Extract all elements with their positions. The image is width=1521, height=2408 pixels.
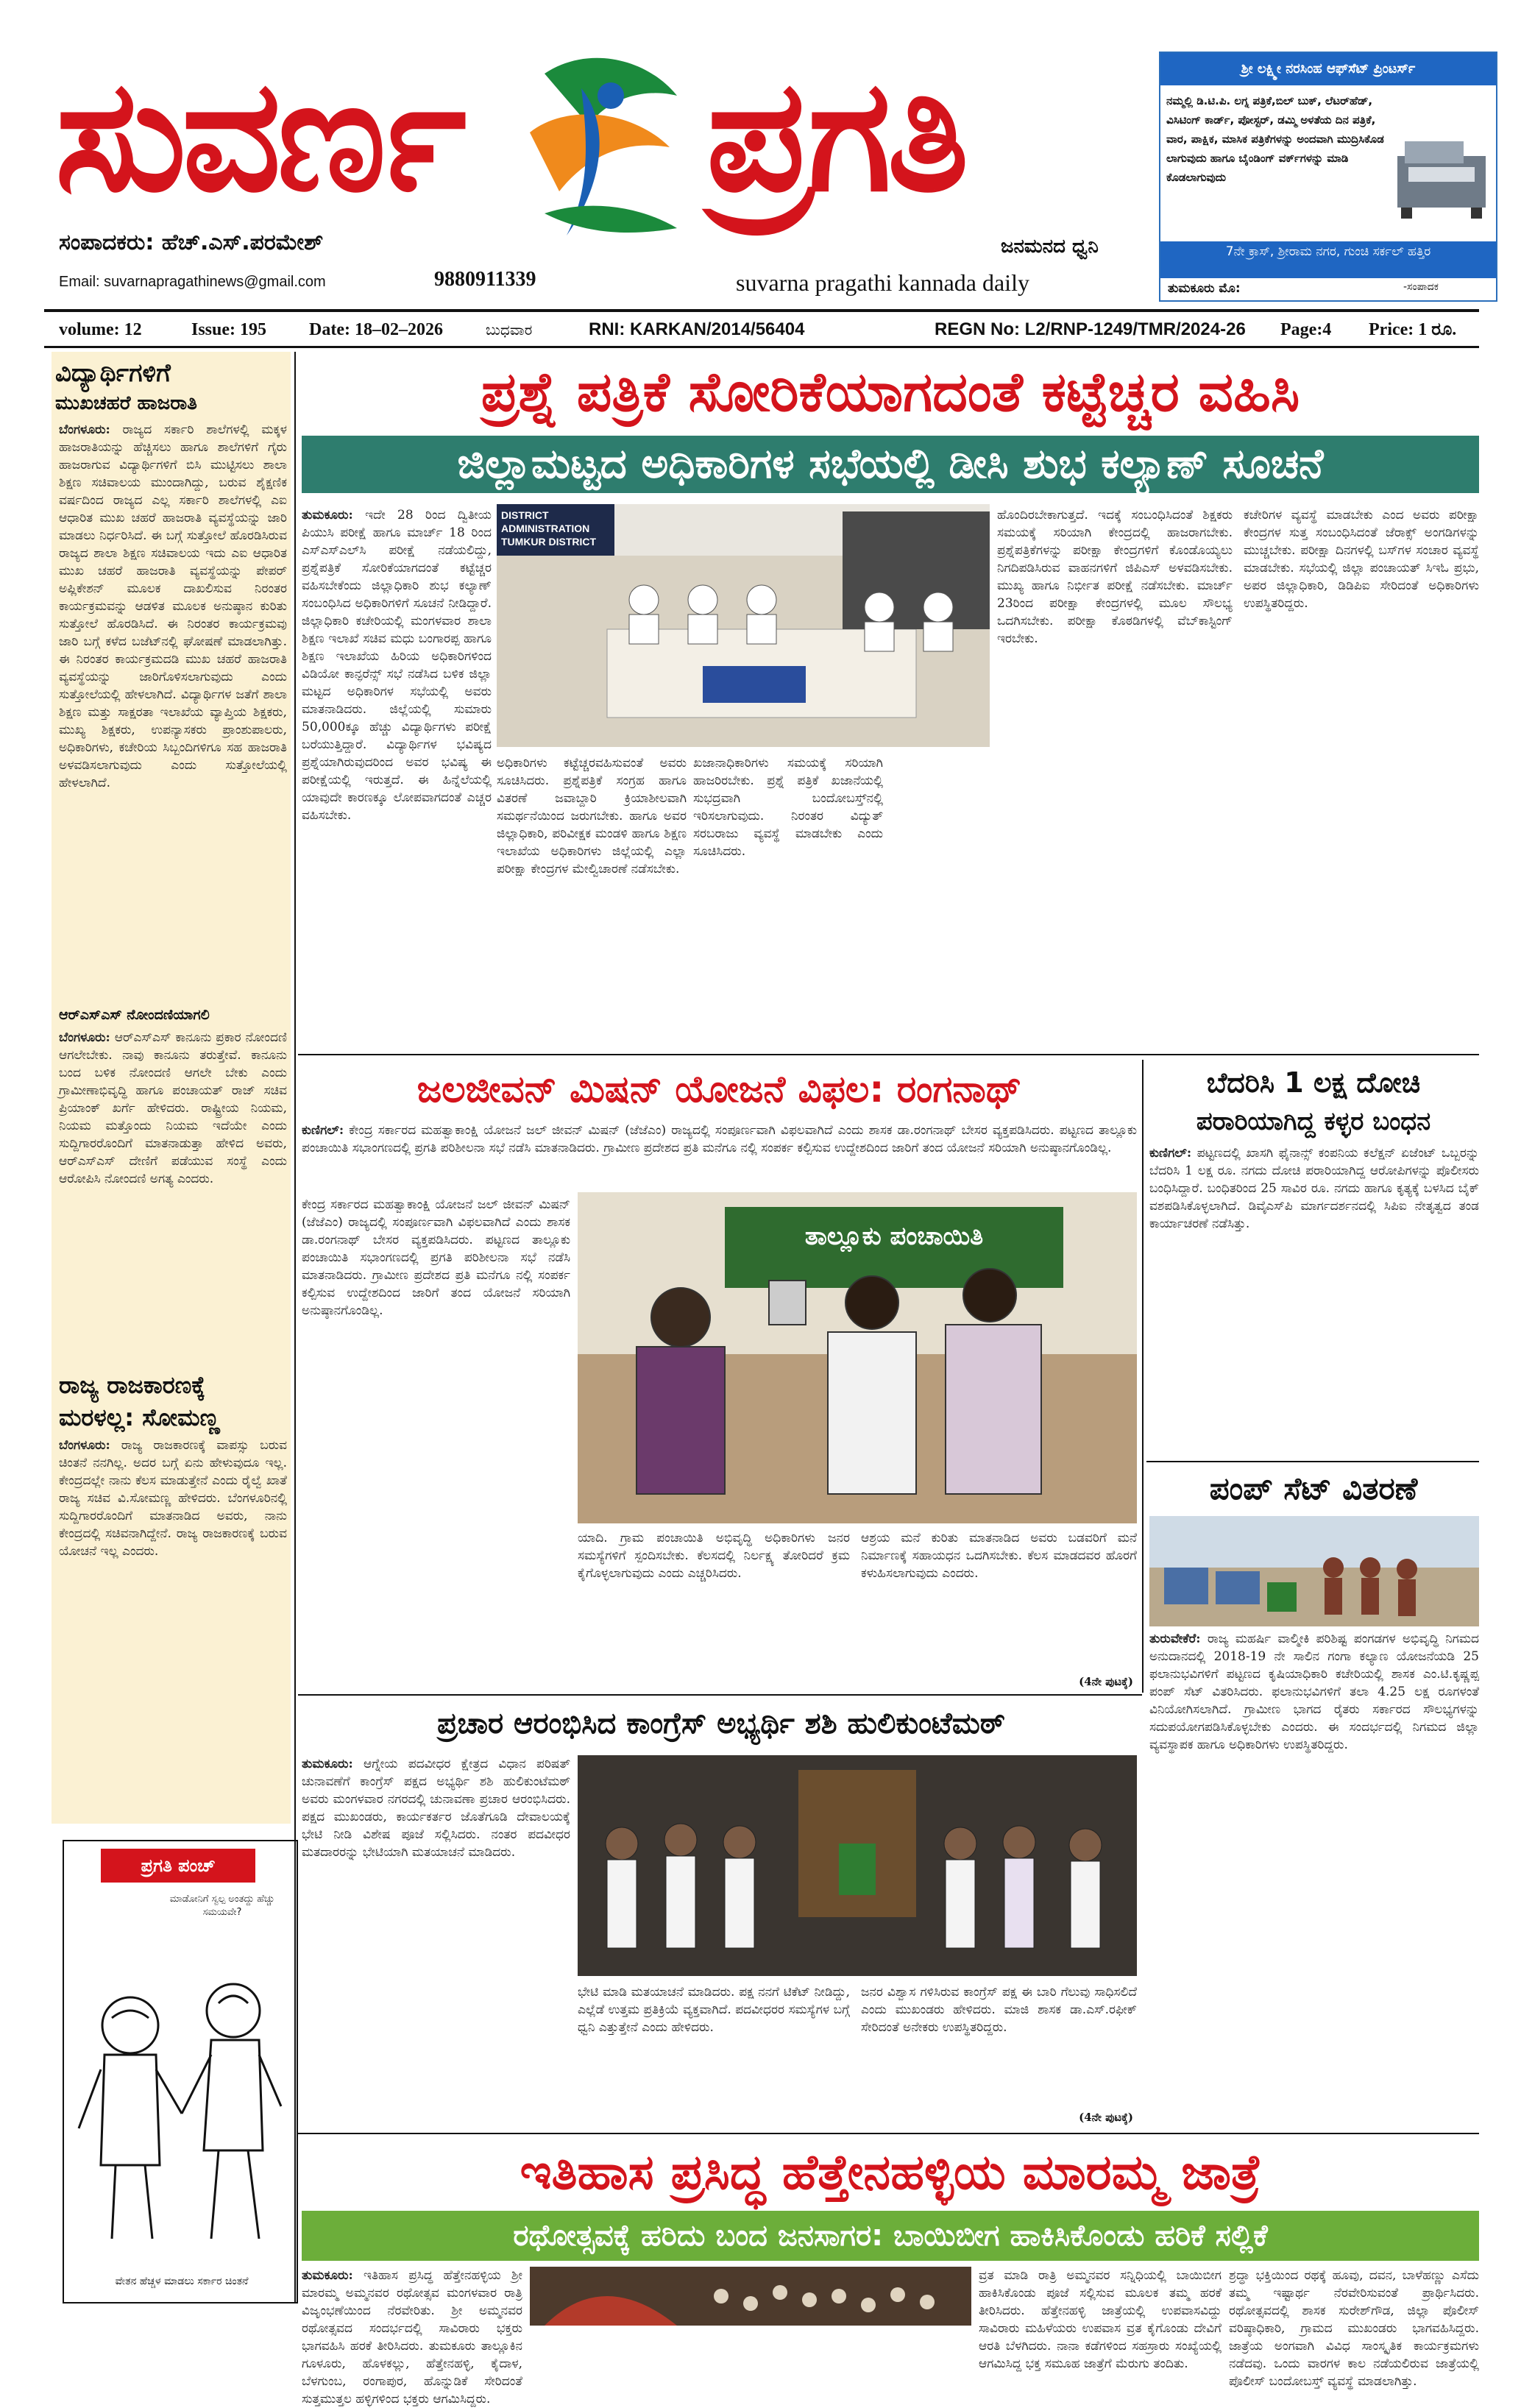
punch-title: ಪ್ರಗತಿ ಪಂಚ್: [101, 1849, 255, 1883]
masthead-logo-icon: [500, 44, 706, 258]
printer-ad-sign: -ಸಂಪಾದಕ: [1403, 281, 1439, 293]
congress-photo: [578, 1755, 1137, 1976]
sidebar-story1-body: ಬೆಂಗಳೂರು: ರಾಜ್ಯದ ಸರ್ಕಾರಿ ಶಾಲೆಗಳಲ್ಲಿ ಮಕ್ಕಳ ಹಾಜರಾತಿಯನ್ನು ಹೆಚ್ಚಿಸಲು ಹಾಗೂ ಶಾಲೆಗಳಿಗೆ ಗೈರು ಹಾಜರಾಗುವ ವಿದ್ಯಾರ್ಥಿಗಳಿಗೆ ಬಿಸಿ ಮುಟ್ಟಿಸಲು ಶಾಲಾ ಶಿಕ್ಷಣ ಸಚಿವಾಲಯ ಮುಂದಾಗಿದ್ದು, ಬರುವ ಶೈಕ್ಷಣಿಕ ವರ್ಷದಿಂದ ರಾಜ್ಯದ ಎಲ್ಲ ಸರ್ಕಾರಿ ಶಾಲೆಗಳಲ್ಲಿ ಎಐ ಆಧಾರಿತ ಮುಖ ಚಹರೆ ಹಾಜರಾತಿ ವ್ಯವಸ್ಥೆಯನ್ನು ಜಾರಿ ಮಾಡಲು ನಿರ್ಧರಿಸಿದೆ. ಈ ಬಗ್ಗೆ ಸುತ್ತೋಲೆ ಹೊರಡಿಸಿರುವ ರಾಜ್ಯದ ಶಾಲಾ ಶಿಕ್ಷಣ ಸಚಿವಾಲಯ ಇದು ಎಐ ಆಧಾರಿತ ಮುಖ ಚಹರೆ ಹಾಜರಾತಿ ವ್ಯವಸ್ಥೆಯನ್ನು ಪೇಪರ್ ಅಪ್ಲಿಕೇಶನ್ ಮೂಲಕ ದಾಖಲಿಸುವ ನಿರಂತರ ಕಾರ್ಯಕ್ರಮವನ್ನು ಆಡಳಿತ ಮೂಲಕ ಅನುಷ್ಠಾನ ಕುರಿತು ಸುತ್ತೋಲೆ ಹೊರಡಿಸಿದೆ. ಈ ನಿರಂತರ ಕಾರ್ಯಕ್ರಮವು ಜಾರಿ ಬಗ್ಗೆ ಕಳೆದ ಬಜೆಟ್‌ನಲ್ಲಿ ಘೋಷಣೆ ಮಾಡಲಾಗಿತ್ತು. ಈ ನಿರಂತರ ಕಾರ್ಯಕ್ರಮದಡಿ ಮುಖ ಚಹರೆ ಹಾಜರಾತಿ ವ್ಯವಸ್ಥೆಯನ್ನು ಜಾರಿಗೊಳಿಸಲಾಗುವುದು ಎಂದು ಸುತ್ತೋಲೆಯಲ್ಲಿ ಹೇಳಲಾಗಿದೆ. ವಿದ್ಯಾರ್ಥಿಗಳ ಜತೆಗೆ ಶಾಲಾ ಶಿಕ್ಷಣ ಮತ್ತು ಸಾಕ್ಷರತಾ ಇಲಾಖೆಯ ವ್ಯಾಪ್ತಿಯ ಶಿಕ್ಷಕರು, ಮುಖ್ಯ ಶಿಕ್ಷಕರು, ಉಪನ್ಯಾಸಕರು ಪ್ರಾಂಶುಪಾಲರು, ಅಧಿಕಾರಿಗಳು, ಕಚೇರಿಯ ಸಿಬ್ಬಂದಿಗಳಿಗೂ ಸಹ ಹಾಜರಾತಿ ಅಳವಡಿಸಲಾಗುವುದು ಎಂದು ಸುತ್ತೋಲೆಯಲ್ಲಿ ಹೇಳಲಾಗಿದೆ.: [59, 422, 287, 790]
issue: Issue: 195: [191, 320, 267, 339]
email: Email: suvarnapragathinews@gmail.com: [59, 274, 326, 290]
congress-col1: ತುಮಕೂರು: ಆಗ್ನೇಯ ಪದವೀಧರ ಕ್ಷೇತ್ರದ ವಿಧಾನ ಪರಿಷತ್ ಚುನಾವಣೆಗೆ ಕಾಂಗ್ರೆಸ್ ಪಕ್ಷದ ಅಭ್ಯರ್ಥಿ ಶಶಿ ಹುಲಿಕುಂಟೆಮಠ್ ಅವರು ಮಂಗಳವಾರ ನಗರದಲ್ಲಿ ಚುನಾವಣಾ ಪ್ರಚಾರ ಆರಂಭಿಸಿದರು. ಪಕ್ಷದ ಮುಖಂಡರು, ಕಾರ್ಯಕರ್ತರ ಜೊತೆಗೂಡಿ ದೇವಾಲಯಕ್ಕೆ ಭೇಟಿ ನೀಡಿ ವಿಶೇಷ ಪೂಜೆ ಸಲ್ಲಿಸಿದರು. ನಂತರ ಪದವೀಧರ ಮತದಾರರನ್ನು ಭೇಟಿಯಾಗಿ ಮತಯಾಚನೆ ಮಾಡಿದರು.: [302, 1757, 571, 1860]
pump-headline: ಪಂಪ್ ಸೆಟ್ ವಿತರಣೆ: [1209, 1470, 1418, 1506]
sidebar-story3-title2: ಮರಳಲ್ಲ: ಸೋಮಣ್ಣ: [59, 1403, 220, 1431]
cartoon-figures-icon: [71, 1944, 292, 2253]
jjm-body: ಕುಣಿಗಲ್: ಕೇಂದ್ರ ಸರ್ಕಾರದ ಮಹತ್ವಾಕಾಂಕ್ಷಿ ಯೋಜನೆ ಜಲ್ ಜೀವನ್ ಮಿಷನ್ (ಜೆಜೆಎಂ) ರಾಜ್ಯದಲ್ಲಿ ಸಂಪೂರ್ಣವಾಗಿ ವಿಫಲವಾಗಿದೆ ಎಂದು ಶಾಸಕ ಡಾ.ರಂಗನಾಥ್ ಬೇಸರ ವ್ಯಕ್ತಪಡಿಸಿದರು. ಪಟ್ಟಣದ ತಾಲ್ಲೂಕು ಪಂಚಾಯಿತಿ ಸಭಾಂಗಣದಲ್ಲಿ ಪ್ರಗತಿ ಪರಿಶೀಲನಾ ಸಭೆ ನಡೆಸಿ ಮಾತನಾಡಿದರು. ಗ್ರಾಮೀಣ ಪ್ರದೇಶದ ಪ್ರತಿ ಮನೆಗೂ ನಲ್ಲಿ ಸಂಪರ್ಕ ಕಲ್ಪಿಸುವ ಉದ್ದೇಶದಿಂದ ಜಾರಿಗೆ ತಂದ ಯೋಜನೆ ಸರಿಯಾಗಿ ಅನುಷ್ಠಾನಗೊಂಡಿಲ್ಲ.: [302, 1123, 1138, 1155]
congress-col2: ಭೇಟಿ ಮಾಡಿ ಮತಯಾಚನೆ ಮಾಡಿದರು. ಪಕ್ಷ ನನಗೆ ಟಿಕೆಟ್ ನೀಡಿದ್ದು, ಎಲ್ಲೆಡೆ ಉತ್ತಮ ಪ್ರತಿಕ್ರಿಯೆ ವ್ಯಕ್ತವಾಗಿದೆ. ಪದವೀಧರರ ಸಮಸ್ಯೆಗಳ ಬಗ್ಗೆ ಧ್ವನಿ ಎತ್ತುತ್ತೇನೆ ಎಂದು ಹೇಳಿದರು.: [578, 1985, 850, 2035]
jjm-col1-left: ಕೇಂದ್ರ ಸರ್ಕಾರದ ಮಹತ್ವಾಕಾಂಕ್ಷಿ ಯೋಜನೆ ಜಲ್ ಜೀವನ್ ಮಿಷನ್ (ಜೆಜೆಎಂ) ರಾಜ್ಯದಲ್ಲಿ ಸಂಪೂರ್ಣವಾಗಿ ವಿಫಲವಾಗಿದೆ ಎಂದು ಶಾಸಕ ಡಾ.ರಂಗನಾಥ್ ಬೇಸರ ವ್ಯಕ್ತಪಡಿಸಿದರು. ಪಟ್ಟಣದ ತಾಲ್ಲೂಕು ಪಂಚಾಯಿತಿ ಸಭಾಂಗಣದಲ್ಲಿ ಪ್ರಗತಿ ಪರಿಶೀಲನಾ ಸಭೆ ನಡೆಸಿ ಮಾತನಾಡಿದರು. ಗ್ರಾಮೀಣ ಪ್ರದೇಶದ ಪ್ರತಿ ಮನೆಗೂ ನಲ್ಲಿ ಸಂಪರ್ಕ ಕಲ್ಪಿಸುವ ಉದ್ದೇಶದಿಂದ ಜಾರಿಗೆ ತಂದ ಯೋಜನೆ ಸರಿಯಾಗಿ ಅನುಷ್ಠಾನಗೊಂಡಿಲ್ಲ.: [302, 1197, 570, 1318]
sidebar-story3-body: ಬೆಂಗಳೂರು: ರಾಜ್ಯ ರಾಜಕಾರಣಕ್ಕೆ ವಾಪಸ್ಸು ಬರುವ ಚಿಂತನೆ ನನಗಿಲ್ಲ. ಅದರ ಬಗ್ಗೆ ಏನು ಹೇಳುವುದೂ ಇಲ್ಲ. ಕೇಂದ್ರದಲ್ಲೇ ನಾನು ಕೆಲಸ ಮಾಡುತ್ತೇನೆ ಎಂದು ರೈಲ್ವೆ ಖಾತೆ ರಾಜ್ಯ ಸಚಿವ ವಿ.ಸೋಮಣ್ಣ ಹೇಳಿದರು. ಬೆಂಗಳೂರಿನಲ್ಲಿ ಸುದ್ದಿಗಾರರೊಂದಿಗೆ ಮಾತನಾಡಿದ ಅವರು, ನಾನು ಕೇಂದ್ರದಲ್ಲಿ ಸಚಿವನಾಗಿದ್ದೇನೆ. ರಾಜ್ಯ ರಾಜಕಾರಣಕ್ಕೆ ಬರುವ ಯೋಚನೆ ಇಲ್ಲ ಎಂದರು.: [59, 1438, 288, 1559]
exam-col4: ಹೊಂದಿರಬೇಕಾಗುತ್ತದೆ. ಇದಕ್ಕೆ ಸಂಬಂಧಿಸಿದಂತೆ ಶಿಕ್ಷಕರು ಸಮಯಕ್ಕೆ ಸರಿಯಾಗಿ ಕೇಂದ್ರದಲ್ಲಿ ಹಾಜರಾಗಬೇಕು. ಪ್ರಶ್ನೆಪತ್ರಿಕೆಗಳನ್ನು ಪರೀಕ್ಷಾ ಕೇಂದ್ರಗಳಿಗೆ ಕೊಂಡೊಯ್ಯಲು ನಿಗದಿಪಡಿಸಿರುವ ವಾಹನಗಳಿಗೆ ಜಿಪಿಎಸ್ ಅಳವಡಿಸಬೇಕು. ಮುಖ್ಯ ಹಾಗೂ ನಿರ್ಭೀತ ಪರೀಕ್ಷೆ ನಡೆಸಬೇಕು. ಮಾರ್ಚ್ 23ರಿಂದ ಪರೀಕ್ಷಾ ಕೇಂದ್ರಗಳಲ್ಲಿ ಮೂಲ ಸೌಲಭ್ಯ ಒದಗಿಸಬೇಕು. ಪರೀಕ್ಷಾ ಕೊಠಡಿಗಳಲ್ಲಿ ವೆಬ್‌ಕಾಸ್ಟಿಂಗ್ ಇರಬೇಕು.: [997, 508, 1233, 646]
tagline-kn: ಜನಮನದ ಧ್ವನಿ: [1001, 236, 1099, 258]
regn: REGN No: L2/RNP-1249/TMR/2024-26: [935, 319, 1246, 339]
day: ಬುಧವಾರ: [486, 321, 533, 339]
jatre-col1: ತುಮಕೂರು: ಇತಿಹಾಸ ಪ್ರಸಿದ್ಧ ಹೆತ್ತೇನಹಳ್ಳಿಯ ಶ್ರೀ ಮಾರಮ್ಮ ಅಮ್ಮನವರ ರಥೋತ್ಸವ ಮಂಗಳವಾರ ರಾತ್ರಿ ವಿಜೃಂಭಣೆಯಿಂದ ನೆರವೇರಿತು. ಶ್ರೀ ಅಮ್ಮನವರ ರಥೋತ್ಸವದ ಸಂದರ್ಭದಲ್ಲಿ ಸಾವಿರಾರು ಭಕ್ತರು ಭಾಗವಹಿಸಿ ಹರಕೆ ತೀರಿಸಿದರು. ತುಮಕೂರು ತಾಲ್ಲೂಕಿನ ಗೂಳೂರು, ಹೊಳಕಲ್ಲು, ಹೆತ್ತೇನಹಳ್ಳಿ, ಕೈದಾಳ, ಬೆಳಗುಂಬ, ರಂಗಾಪುರ, ಹೊನ್ನುಡಿಕೆ ಸೇರಿದಂತೆ ಸುತ್ತಮುತ್ತಲ ಹಳ್ಳಿಗಳಿಂದ ಭಕ್ತರು ಆಗಮಿಸಿದ್ದರು.: [302, 2268, 522, 2407]
congress-col3: ಜನರ ವಿಶ್ವಾಸ ಗಳಿಸಿರುವ ಕಾಂಗ್ರೆಸ್ ಪಕ್ಷ ಈ ಬಾರಿ ಗೆಲುವು ಸಾಧಿಸಲಿದೆ ಎಂದು ಮುಖಂಡರು ಹೇಳಿದರು. ಮಾಜಿ ಶಾಸಕ ಡಾ.ಎಸ್.ರಫೀಕ್ ಸೇರಿದಂತೆ ಅನೇಕರು ಉಪಸ್ಥಿತರಿದ್ದರು.: [861, 1985, 1137, 2035]
printer-ad: [1159, 52, 1497, 302]
jatre-col3: ಶ್ರದ್ಧಾ ಭಕ್ತಿಯಿಂದ ರಥಕ್ಕೆ ಹೂವು, ದವನ, ಬಾಳೆಹಣ್ಣು ಎಸೆದು ತಮ್ಮ ಇಷ್ಟಾರ್ಥ ನೆರವೇರಿಸುವಂತೆ ಪ್ರಾರ್ಥಿಸಿದರು. ರಥೋತ್ಸವದಲ್ಲಿ ಶಾಸಕ ಸುರೇಶ್‌ಗೌಡ, ಜಿಲ್ಲಾ ಪೊಲೀಸ್ ವರಿಷ್ಠಾಧಿಕಾರಿ, ಗ್ರಾಮದ ಮುಖಂಡರು ಭಾಗವಹಿಸಿದ್ದರು. ಜಾತ್ರೆಯ ಅಂಗವಾಗಿ ವಿವಿಧ ಸಾಂಸ್ಕೃತಿಕ ಕಾರ್ಯಕ್ರಮಗಳು ನಡೆದವು. ಒಂದು ವಾರಗಳ ಕಾಲ ನಡೆಯಲಿರುವ ಜಾತ್ರೆಯಲ್ಲಿ ಪೊಲೀಸ್ ಬಂದೋಬಸ್ತ್ ವ್ಯವಸ್ಥೆ ಮಾಡಲಾಗಿತ್ತು.: [1229, 2268, 1479, 2389]
pump-body: ತುರುವೇಕೆರೆ: ರಾಜ್ಯ ಮಹರ್ಷಿ ವಾಲ್ಮೀಕಿ ಪರಿಶಿಷ್ಟ ಪಂಗಡಗಳ ಅಭಿವೃದ್ಧಿ ನಿಗಮದ ಅನುದಾನದಲ್ಲಿ 2018-19 ನೇ ಸಾಲಿನ ಗಂಗಾ ಕಲ್ಯಾಣ ಯೋಜನೆಯಡಿ 25 ಫಲಾನುಭವಿಗಳಿಗೆ ಪಟ್ಟಣದ ಕೃಷಿಯಾಧಿಕಾರಿ ಕಚೇರಿಯಲ್ಲಿ ಶಾಸಕ ಎಂ.ಟಿ.ಕೃಷ್ಣಪ್ಪ ಪಂಪ್ ಸೆಟ್ ವಿತರಿಸಿದರು. ಫಲಾನುಭವಿಗಳಿಗೆ ತಲಾ 4.25 ಲಕ್ಷ ರೂಗಳಂತೆ ವಿನಿಯೋಗಿಸಲಾಗಿದೆ. ಗ್ರಾಮೀಣ ಭಾಗದ ರೈತರು ಸರ್ಕಾರದ ಸೌಲಭ್ಯಗಳನ್ನು ಸದುಪಯೋಗಪಡಿಸಿಕೊಳ್ಳಬೇಕು ಎಂದರು. ಈ ಸಂದರ್ಭದಲ್ಲಿ ನಿಗಮದ ಜಿಲ್ಲಾ ವ್ಯವಸ್ಥಾಪಕ ಹಾಗೂ ಅಧಿಕಾರಿಗಳು ಉಪಸ್ಥಿತರಿದ್ದರು.: [1149, 1632, 1480, 1752]
jatre-col2: ವ್ರತ ಮಾಡಿ ರಾತ್ರಿ ಅಮ್ಮನವರ ಸನ್ನಿಧಿಯಲ್ಲಿ ಬಾಯಿಬೀಗ ಹಾಕಿಸಿಕೊಂಡು ಪೂಜೆ ಸಲ್ಲಿಸುವ ಮೂಲಕ ತಮ್ಮ ಹರಕೆ ತೀರಿಸಿದರು. ಹೆತ್ತೇನಹಳ್ಳಿ ಜಾತ್ರೆಯಲ್ಲಿ ಉಪವಾಸವಿದ್ದು ಸಾವಿರಾರು ಮಹಿಳೆಯರು ಉಪವಾಸ ವ್ರತ ಕೈಗೊಂಡು ದೇವಿಗೆ ಆರತಿ ಬೆಳಗಿದರು. ನಾನಾ ಕಡೆಗಳಿಂದ ಸಹಸ್ರಾರು ಸಂಖ್ಯೆಯಲ್ಲಿ ಆಗಮಿಸಿದ್ದ ಭಕ್ತ ಸಮೂಹ ಜಾತ್ರೆಗೆ ಮೆರುಗು ತಂದಿತು.: [979, 2268, 1222, 2371]
date: Date: 18–02–2026: [309, 320, 443, 339]
phone: 9880911339: [434, 268, 536, 291]
jjm-continued: (4ನೇ ಪುಟಕ್ಕೆ): [1079, 1675, 1133, 1688]
jatre-headline: ಇತಿಹಾಸ ಪ್ರಸಿದ್ಧ ಹೆತ್ತೇನಹಳ್ಳಿಯ ಮಾರಮ್ಮ ಜಾತ್ರೆ: [520, 2144, 1261, 2200]
page-number: Page:4: [1280, 320, 1332, 339]
sidebar-story1-title2: ಮುಖಚಹರೆ ಹಾಜರಾತಿ: [55, 392, 197, 414]
tagline-en: suvarna pragathi kannada daily: [736, 269, 1029, 296]
punch-caption: ವೇತನ ಹೆಚ್ಚಳ ಮಾಡಲು ಸರ್ಕಾರ ಚಿಂತನೆ: [115, 2276, 249, 2287]
masthead-title-left: ಸುವರ್ಣ: [55, 46, 462, 226]
jjm-col3: ಆಶ್ರಯ ಮನೆ ಕುರಿತು ಮಾತನಾಡಿದ ಅವರು ಬಡವರಿಗೆ ಮನೆ ನಿರ್ಮಾಣಕ್ಕೆ ಸಹಾಯಧನ ಒದಗಿಸಬೇಕು. ಕೆಲಸ ಮಾಡದವರ ಹೊರಗೆ ಕಳುಹಿಸಲಾಗುವುದು ಎಂದರು.: [861, 1531, 1137, 1581]
printer-ad-title: ಶ್ರೀ ಲಕ್ಷ್ಮೀ ನರಸಿಂಹ ಆಫ್‌ಸೆಟ್ ಪ್ರಿಂಟರ್ಸ್: [1160, 53, 1496, 85]
punch-bubble: ಮಾಡೋನಿಗೆ ಸ್ವಲ್ಪ ಅಂತದ್ದು ಹೆಚ್ಚು ಸಮಯವೇ?: [169, 1894, 275, 1918]
jjm-headline: ಜಲಜೀವನ್ ಮಿಷನ್ ಯೋಜನೆ ವಿಫಲ: ರಂಗನಾಥ್: [416, 1068, 1022, 1111]
sidebar-story3-title1: ರಾಜ್ಯ ರಾಜಕಾರಣಕ್ಕೆ: [59, 1371, 206, 1399]
printer-ad-city: ತುಮಕೂರು ಮೊ:: [1168, 281, 1241, 296]
sidebar-story2-body: ಬೆಂಗಳೂರು: ಆರ್‌ಎಸ್‌ಎಸ್ ಕಾನೂನು ಪ್ರಕಾರ ನೋಂದಣಿ ಆಗಲೇಬೇಕು. ನಾವು ಕಾನೂನು ತರುತ್ತೇವೆ. ಕಾನೂನು ಬಂದ ಬಳಿಕ ನೋಂದಣಿ ಆಗಲೇ ಬೇಕು ಎಂದು ಗ್ರಾಮೀಣಾಭಿವೃದ್ಧಿ ಹಾಗೂ ಪಂಚಾಯತ್ ರಾಜ್ ಸಚಿವ ಪ್ರಿಯಾಂಕ್ ಖರ್ಗೆ ಹೇಳಿದರು. ರಾಷ್ಟ್ರೀಯ ನಿಯಮ, ನಿಯಮ ಮತ್ತೊಂದು ನಿಯಮ ಇದೆಯೇ ಎಂದು ಸುದ್ದಿಗಾರರೊಂದಿಗೆ ಮಾತನಾಡುತ್ತಾ ಹೇಳಿದ ಅವರು, ಆರ್‌ಎಸ್‌ಎಸ್ ದೇಣಿಗೆ ಪಡೆಯುವ ಸಂಸ್ಥೆ ಎಂದು ಆರೋಪಿಸಿ ನೋಂದಣಿ ಅಗತ್ಯ ಎಂದರು.: [59, 1030, 288, 1186]
masthead-title-right: ಪ್ರಗತಿ: [706, 46, 965, 226]
sidebar-story2-title: ಆರ್‌ಎಸ್‌ಎಸ್ ನೋಂದಣಿಯಾಗಲಿ: [59, 1007, 210, 1023]
printing-machine-icon: [1390, 134, 1493, 222]
editor-name: ಸಂಪಾದಕರು: ಹೆಚ್.ಎಸ್.ಪರಮೇಶ್: [59, 230, 324, 255]
exam-subhead: ಜಿಲ್ಲಾಮಟ್ಟದ ಅಧಿಕಾರಿಗಳ ಸಭೆಯಲ್ಲಿ ಡೀಸಿ ಶುಭ ಕಲ್ಯಾಣ್ ಸೂಚನೆ: [302, 436, 1479, 493]
pragati-punch: [63, 1840, 298, 2303]
exam-col3: ಖಜಾನಾಧಿಕಾರಿಗಳು ಸಮಯಕ್ಕೆ ಸರಿಯಾಗಿ ಹಾಜರಿರಬೇಕು. ಪ್ರಶ್ನೆ ಪತ್ರಿಕೆ ಖಜಾನೆಯಲ್ಲಿ ಸುಭದ್ರವಾಗಿ ಬಂದೋಬಸ್ತ್‌ನಲ್ಲಿ ಇರಿಸಲಾಗುವುದು. ನಿರಂತರ ವಿದ್ಯುತ್ ಸರಬರಾಜು ವ್ಯವಸ್ಥೆ ಮಾಡಬೇಕು ಎಂದು ಸೂಚಿಸಿದರು.: [693, 756, 883, 859]
exam-col5: ಕಚೇರಿಗಳ ವ್ಯವಸ್ಥೆ ಮಾಡಬೇಕು ಎಂದ ಅವರು ಪರೀಕ್ಷಾ ಕೇಂದ್ರಗಳ ಸುತ್ತ ಸಂಬಂಧಿಸಿದಂತೆ ಜೆರಾಕ್ಸ್ ಅಂಗಡಿಗಳನ್ನು ಮುಚ್ಚಬೇಕು. ಪರೀಕ್ಷಾ ದಿನಗಳಲ್ಲಿ ಬಸ್‌ಗಳ ಸಂಚಾರ ವ್ಯವಸ್ಥೆ ಮಾಡಬೇಕು. ಸಭೆಯಲ್ಲಿ ಜಿಲ್ಲಾ ಪಂಚಾಯತ್ ಸಿಇಓ ಪ್ರಭು, ಅಪರ ಜಿಲ್ಲಾಧಿಕಾರಿ, ಡಿಡಿಪಿಐ ಸೇರಿದಂತೆ ಅಧಿಕಾರಿಗಳು ಉಪಸ್ಥಿತರಿದ್ದರು.: [1244, 508, 1479, 611]
pump-photo: [1149, 1516, 1479, 1626]
jatre-subhead: ರಥೋತ್ಸವಕ್ಕೆ ಹರಿದು ಬಂದ ಜನಸಾಗರ: ಬಾಯಿಬೀಗ ಹಾಕಿಸಿಕೊಂಡು ಹರಿಕೆ ಸಲ್ಲಿಕೆ: [302, 2211, 1479, 2261]
volume: volume: 12: [59, 320, 142, 339]
jjm-col2: ಯಾದಿ. ಗ್ರಾಮ ಪಂಚಾಯಿತಿ ಅಭಿವೃದ್ಧಿ ಅಧಿಕಾರಿಗಳು ಜನರ ಸಮಸ್ಯೆಗಳಿಗೆ ಸ್ಪಂದಿಸಬೇಕು. ಕೆಲಸದಲ್ಲಿ ನಿರ್ಲಕ್ಷ್ಯ ತೋರಿದರೆ ಕ್ರಮ ಕೈಗೊಳ್ಳಲಾಗುವುದು ಎಂದು ಎಚ್ಚರಿಸಿದರು.: [578, 1531, 850, 1581]
jatre-photo: [530, 2267, 971, 2326]
theft-headline1: ಬೆದರಿಸಿ 1 ಲಕ್ಷ ದೋಚಿ: [1206, 1066, 1421, 1099]
exam-col2: ಅಧಿಕಾರಿಗಳು ಕಟ್ಟೆಚ್ಚರವಹಿಸುವಂತೆ ಅವರು ಸೂಚಿಸಿದರು. ಪ್ರಶ್ನೆಪತ್ರಿಕೆ ಸಂಗ್ರಹ ಹಾಗೂ ವಿತರಣೆ ಜವಾಬ್ದಾರಿ ಕ್ರಿಯಾಶೀಲವಾಗಿ ಸಮರ್ಥನೆಯಿಂದ ಜರುಗಬೇಕು. ಹಾಗೂ ಅವರ ಜಿಲ್ಲಾಧಿಕಾರಿ, ಪರಿವೀಕ್ಷಕ ಮಂಡಳಿ ಹಾಗೂ ಶಿಕ್ಷಣ ಇಲಾಖೆಯ ಅಧಿಕಾರಿಗಳು ಜಿಲ್ಲೆಯಲ್ಲಿ ಎಲ್ಲಾ ಪರೀಕ್ಷಾ ಕೇಂದ್ರಗಳ ಮೇಲ್ವಿಚಾರಣೆ ನಡೆಸಬೇಕು.: [497, 756, 687, 877]
congress-continued: (4ನೇ ಪುಟಕ್ಕೆ): [1079, 2111, 1133, 2124]
exam-col1: ತುಮಕೂರು: ಇದೇ 28 ರಿಂದ ದ್ವಿತೀಯ ಪಿಯುಸಿ ಪರೀಕ್ಷೆ ಹಾಗೂ ಮಾರ್ಚ್ 18 ರಿಂದ ಎಸ್‌ಎಸ್‌ಎಲ್‌ಸಿ ಪರೀಕ್ಷೆ ನಡೆಯಲಿದ್ದು, ಪ್ರಶ್ನೆಪತ್ರಿಕೆ ಸೋರಿಕೆಯಾಗದಂತೆ ಕಟ್ಟೆಚ್ಚರ ವಹಿಸಬೇಕೆಂದು ಜಿಲ್ಲಾಧಿಕಾರಿ ಶುಭ ಕಲ್ಯಾಣ್ ಸಂಬಂಧಿಸಿದ ಅಧಿಕಾರಿಗಳಿಗೆ ಸೂಚನೆ ನೀಡಿದ್ದಾರೆ. ಜಿಲ್ಲಾಧಿಕಾರಿ ಕಚೇರಿಯಲ್ಲಿ ಮಂಗಳವಾರ ಶಾಲಾ ಶಿಕ್ಷಣ ಇಲಾಖೆ ಸಚಿವ ಮಧು ಬಂಗಾರಪ್ಪ ಹಾಗೂ ಶಿಕ್ಷಣ ಇಲಾಖೆಯ ಹಿರಿಯ ಅಧಿಕಾರಿಗಳಿಂದ ವಿಡಿಯೋ ಕಾನ್ಫರೆನ್ಸ್ ಸಭೆ ನಡೆಸಿದ ಬಳಿಕ ಜಿಲ್ಲಾ ಮಟ್ಟದ ಅಧಿಕಾರಿಗಳ ಸಭೆಯಲ್ಲಿ ಅವರು ಮಾತನಾಡಿದರು. ಜಿಲ್ಲೆಯಲ್ಲಿ ಸುಮಾರು 50,000ಕ್ಕೂ ಹೆಚ್ಚು ವಿದ್ಯಾರ್ಥಿಗಳು ಪರೀಕ್ಷೆ ಬರೆಯುತ್ತಿದ್ದಾರೆ. ವಿದ್ಯಾರ್ಥಿಗಳ ಭವಿಷ್ಯದ ಪ್ರಶ್ನೆಯಾಗಿರುವುದರಿಂದ ಅವರ ಭವಿಷ್ಯ ಈ ಪರೀಕ್ಷೆಯಲ್ಲಿ ಇರುತ್ತದೆ. ಈ ಹಿನ್ನೆಲೆಯಲ್ಲಿ ಯಾವುದೇ ಕಾರಣಕ್ಕೂ ಲೋಪವಾಗದಂತೆ ಎಚ್ಚರ ವಹಿಸಬೇಕು.: [302, 508, 492, 823]
exam-headline: ಪ್ರಶ್ನೆ ಪತ್ರಿಕೆ ಸೋರಿಕೆಯಾಗದಂತೆ ಕಟ್ಟೆಚ್ಚರ ವಹಿಸಿ: [481, 361, 1300, 424]
rni: RNI: KARKAN/2014/56404: [589, 319, 805, 339]
printer-ad-body: ನಮ್ಮಲ್ಲಿ ಡಿ.ಟಿ.ಪಿ. ಲಗ್ನ ಪತ್ರಿಕೆ,ಬಿಲ್ ಬುಕ್, ಲೆಟರ್‌ಹೆಡ್, ವಿಸಿಟಿಂಗ್ ಕಾರ್ಡ್, ಪೋಸ್ಟರ್, ಡಮ್ಮಿ ಅಳತೆಯ ದಿನ ಪತ್ರಿಕೆ, ವಾರ, ಪಾಕ್ಷಿಕ, ಮಾಸಿಕ ಪತ್ರಿಕೆಗಳನ್ನು ಅಂದವಾಗಿ ಮುದ್ರಿಸಿಕೊಡ ಲಾಗುವುದು ಹಾಗೂ ಬೈಂಡಿಂಗ್ ವರ್ಕ್‌ಗಳನ್ನು ಮಾಡಿ ಕೊಡಲಾಗುವುದು: [1166, 94, 1384, 184]
theft-body: ಕುಣಿಗಲ್: ಪಟ್ಟಣದಲ್ಲಿ ಖಾಸಗಿ ಫೈನಾನ್ಸ್ ಕಂಪನಿಯ ಕಲೆಕ್ಷನ್ ಏಜೆಂಟ್ ಒಬ್ಬರನ್ನು ಬೆದರಿಸಿ 1 ಲಕ್ಷ ರೂ. ನಗದು ದೋಚಿ ಪರಾರಿಯಾಗಿದ್ದ ಆರೋಪಿಗಳನ್ನು ಪೊಲೀಸರು ಬಂಧಿಸಿದ್ದಾರೆ. ಬಂಧಿತರಿಂದ 25 ಸಾವಿರ ರೂ. ನಗದು ಹಾಗೂ ಕೃತ್ಯಕ್ಕೆ ಬಳಸಿದ ಬೈಕ್ ವಶಪಡಿಸಿಕೊಳ್ಳಲಾಗಿದೆ. ಡಿವೈಎಸ್‌ಪಿ ಮಾರ್ಗದರ್ಶನದಲ್ಲಿ ಸಿಪಿಐ ನೇತೃತ್ವದ ತಂಡ ಕಾರ್ಯಾಚರಣೆ ನಡೆಸಿತ್ತು.: [1149, 1146, 1480, 1231]
jjm-photo-sign: ತಾಲ್ಲೂಕು ಪಂಚಾಯಿತಿ: [804, 1222, 984, 1251]
price: Price: 1 ರೂ.: [1369, 320, 1457, 339]
printer-ad-address: 7ನೇ ಕ್ರಾಸ್, ಶ್ರೀರಾಮ ನಗರ, ಗುಂಚಿ ಸರ್ಕಲ್ ಹತ್ತಿರ: [1160, 241, 1496, 278]
info-bar: [44, 315, 1479, 344]
exam-meeting-photo: DISTRICT ADMINISTRATION TUMKUR DISTRICT: [497, 504, 990, 747]
congress-headline: ಪ್ರಚಾರ ಆರಂಭಿಸಿದ ಕಾಂಗ್ರೆಸ್ ಅಭ್ಯರ್ಥಿ ಶಶಿ ಹುಲಿಕುಂಟೆಮಠ್: [437, 1707, 1005, 1741]
theft-headline2: ಪರಾರಿಯಾಗಿದ್ದ ಕಳ್ಳರ ಬಂಧನ: [1196, 1107, 1431, 1136]
sidebar-story1-title1: ವಿದ್ಯಾರ್ಥಿಗಳಿಗೆ: [55, 358, 171, 388]
